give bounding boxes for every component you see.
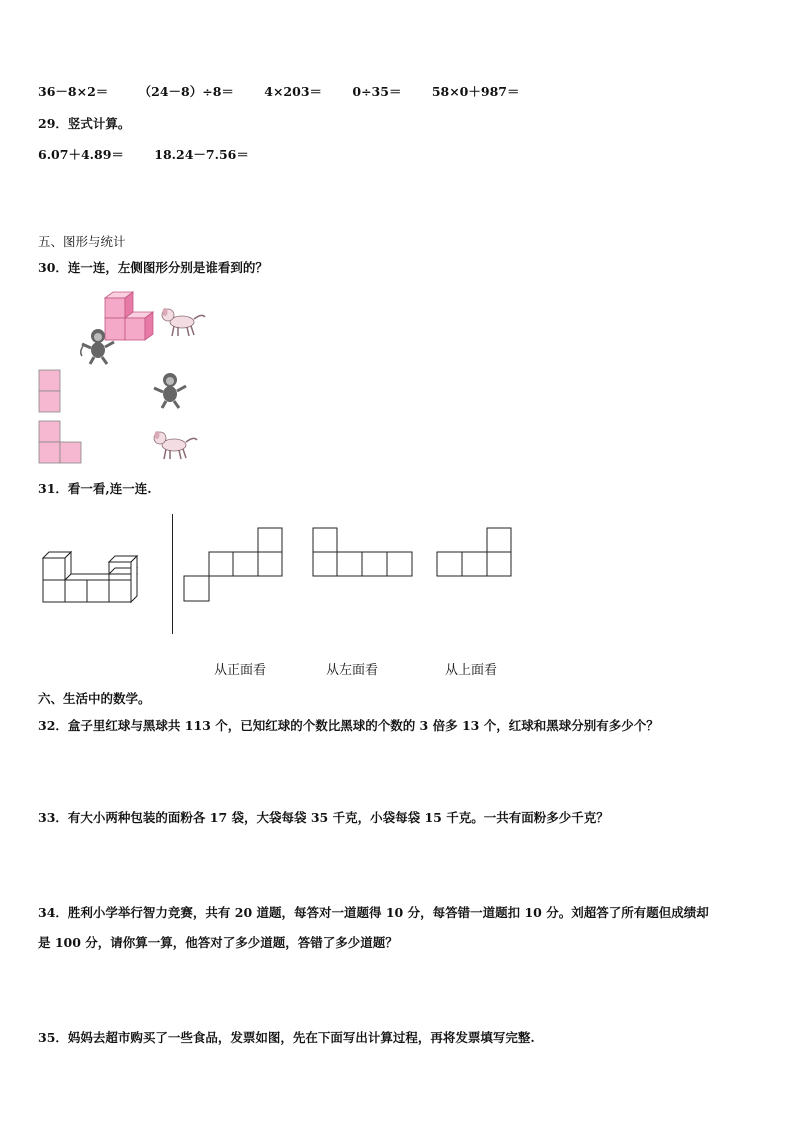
q35-text: 35．妈妈去超市购买了一些食品，发票如图，先在下面写出计算过程，再将发票填写完整.	[38, 1030, 535, 1045]
calc-expr: 36－8×2＝	[38, 84, 109, 99]
calc-expr: 58×0＋987＝	[431, 84, 520, 99]
section-6-heading: 六、生活中的数学。	[38, 691, 151, 706]
view-label-left: 从左面看	[326, 663, 379, 678]
q31-divider	[172, 514, 173, 634]
q28-calc-row	[38, 83, 545, 101]
vertical-calc-expr: 6.07＋4.89＝	[38, 147, 124, 162]
q31-view-b	[312, 527, 416, 579]
monkey-icon	[78, 326, 118, 366]
q33-text: 33．有大小两种包装的面粉各 17 袋，大袋每袋 35 千克，小袋每袋 15 千克。一共有面粉多少千克？	[38, 810, 609, 825]
q34-text-line1: 34．胜利小学举行智力竞赛，共有 20 道题，每答对一道题得 10 分，每答错一道题扣 10 分。刘超答了所有题但成绩却	[38, 905, 709, 920]
monkey-icon	[150, 370, 190, 410]
vertical-calc-expr: 18.24－7.56＝	[154, 147, 249, 162]
view-label-top: 从上面看	[445, 663, 498, 678]
q30-shape-vertical	[38, 369, 62, 413]
q30-title: 30．连一连，左侧图形分别是谁看到的？	[38, 260, 268, 275]
calc-expr: （24－8）÷8＝	[138, 84, 234, 99]
view-label-front: 从正面看	[214, 663, 267, 678]
section-5-heading: 五、图形与统计	[38, 234, 126, 249]
dog-icon	[150, 428, 200, 462]
q29-exprs	[38, 146, 275, 164]
q34-text-line2: 是 100 分，请你算一算，他答对了多少道题，答错了多少道题？	[38, 935, 398, 950]
dog-icon	[158, 305, 208, 339]
q32-text: 32．盒子里红球与黑球共 113 个，已知红球的个数比黑球的个数的 3 倍多 13 个，红球和黑球分别有多少个？	[38, 718, 659, 733]
calc-expr: 4×203＝	[264, 84, 323, 99]
q31-view-a	[183, 527, 285, 603]
q31-title: 31．看一看,连一连.	[38, 481, 152, 496]
q31-cube-solid	[40, 548, 154, 604]
q30-shape-l	[38, 420, 84, 464]
q31-view-c	[436, 527, 516, 579]
q29-title: 29．竖式计算。	[38, 116, 131, 131]
calc-expr: 0÷35＝	[352, 84, 402, 99]
